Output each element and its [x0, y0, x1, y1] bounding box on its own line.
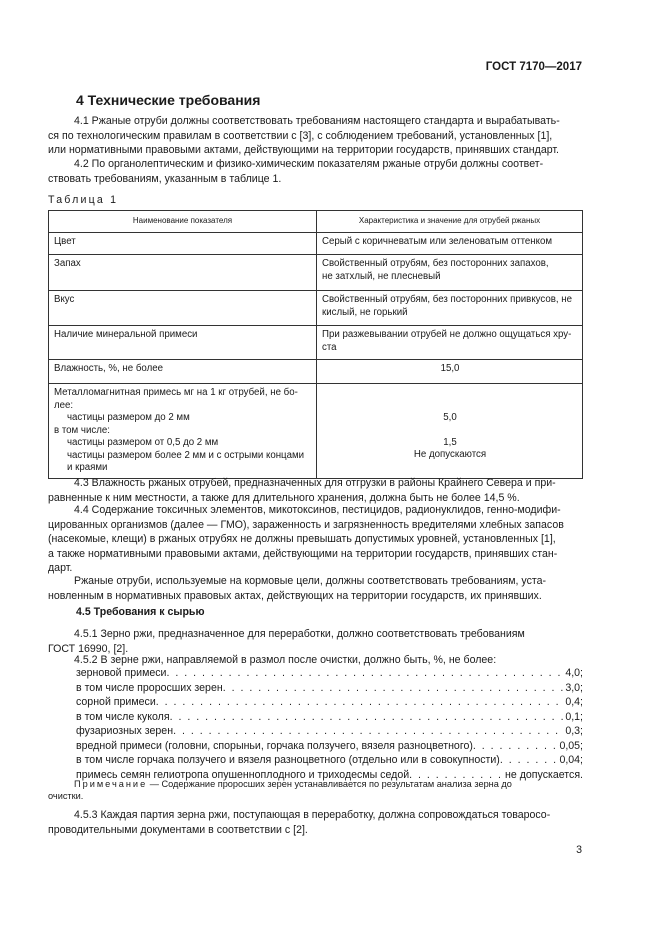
indicator-name: Вкус — [49, 291, 317, 326]
list-item — [76, 710, 583, 725]
impurity-limits-list — [76, 666, 583, 782]
text-line: ся по технологическим правилам в соответствии с [3], с соблюдением требований, установленных [1], — [48, 129, 553, 142]
text-line: (насекомые, клещи) в ржаных отрубях не должны превышать допустимых уровней, установленных [1], — [48, 533, 556, 545]
value-line: Не допускаются — [413, 449, 487, 460]
limit-label: в том числе горчака ползучего и вязеля разноцветного (отдельно или в совокупности) — [76, 754, 500, 766]
name-line: частицы размером до 2 мм — [67, 412, 190, 423]
text-line: новленным в нормативных правовых актах, действующих на территории государств, их принявших. — [48, 589, 542, 602]
indicator-name: Наличие минеральной примеси — [49, 326, 317, 360]
standard-code: ГОСТ 7170—2017 — [485, 61, 582, 73]
value-line: 5,0 — [443, 412, 457, 423]
limit-value: 0,05; — [559, 739, 583, 752]
paragraph-4-4 — [48, 503, 583, 576]
subsection-title: 4.5 Требования к сырью — [76, 606, 205, 618]
indicator-value — [317, 291, 583, 326]
list-item — [76, 695, 583, 710]
text-line: Ржаные отруби, используемые на кормовые цели, должны соответствовать требованиям, уста- — [74, 575, 547, 587]
section-title: 4 Технические требования — [76, 92, 261, 108]
table-row — [49, 255, 583, 291]
name-line: и краями — [67, 462, 108, 473]
note-label: Примечание — [74, 779, 148, 789]
list-item — [76, 666, 583, 681]
limit-value: 0,3; — [565, 725, 583, 737]
limit-value: 0,04; — [559, 754, 583, 766]
paragraph-4-2 — [48, 157, 583, 186]
indicator-value: Серый с коричневатым или зеленоватым оттенком — [317, 233, 583, 255]
text-line: 4.5.2 В зерне ржи, направляемой в размол после очистки, должно быть, %, не более: — [74, 654, 497, 666]
name-line: в том числе: — [54, 424, 110, 436]
text-line: 4.3 Влажность ржаных отрубей, предназначенных для отгрузки в районы Крайнего Севера и при- — [74, 477, 556, 489]
limit-label: примесь семян гелиотропа опушенноплодного и триходесмы седой — [76, 768, 410, 781]
leader-dots — [170, 710, 566, 725]
requirements-table — [48, 210, 583, 479]
limit-label: вредной примеси (головни, спорыньи, горчака ползучего, вязеля разноцветного) — [76, 739, 473, 752]
text-line: ГОСТ 16990, [2]. — [48, 642, 129, 655]
paragraph-4-1 — [48, 114, 583, 158]
paragraph-4-5-1 — [48, 627, 583, 656]
leader-dots — [173, 724, 565, 739]
paragraph-4-3 — [48, 476, 583, 505]
limit-label: зерновой примеси — [76, 667, 167, 679]
column-header: Характеристика и значение для отрубей ржаных — [317, 211, 583, 233]
text-line: проводительными документами в соответствии с [2]. — [48, 823, 308, 836]
indicator-name: Запах — [49, 255, 317, 291]
indicator-value: 15,0 — [317, 360, 583, 384]
list-item — [76, 724, 583, 739]
limit-label: сорной примеси — [76, 696, 156, 708]
note — [48, 778, 583, 802]
leader-dots — [473, 739, 560, 754]
indicator-value — [317, 384, 583, 479]
note-line: очистки. — [48, 791, 84, 801]
table-row — [49, 233, 583, 255]
name-line: лее: — [54, 399, 74, 411]
indicator-value — [317, 326, 583, 360]
indicator-name: Влажность, %, не более — [49, 360, 317, 384]
text-line: равненные к ним местности, а также для длительного хранения, должна быть не более 14,5 %. — [48, 491, 520, 504]
value-line: ста — [322, 341, 337, 353]
table-row — [49, 384, 583, 479]
leader-dots — [223, 681, 566, 696]
value-line: 1,5 — [443, 436, 457, 448]
limit-label: фузариозных зерен — [76, 725, 174, 737]
text-line: ствовать требованиям, указанным в таблице 1. — [48, 172, 282, 185]
page-number: 3 — [576, 844, 582, 856]
value-line: При разжевывании отрубей не должно ощущаться хру- — [322, 329, 572, 340]
list-item — [76, 739, 583, 754]
leader-dots — [500, 753, 560, 768]
text-line: 4.5.1 Зерно ржи, предназначенное для переработки, должно соответствовать требованиям — [74, 628, 525, 640]
text-line: дарт. — [48, 562, 73, 574]
note-text: — Содержание проросших зерен устанавливается по результатам анализа зерна до — [147, 779, 512, 789]
limit-value: 3,0; — [565, 681, 583, 694]
text-line: 4.4 Содержание токсичных элементов, микотоксинов, пестицидов, радионуклидов, генно-модифи- — [74, 504, 561, 516]
list-item — [76, 681, 583, 696]
value-line: Свойственный отрубям, без посторонних привкусов, не — [322, 294, 573, 305]
limit-value: 0,4; — [565, 696, 583, 708]
table-row — [49, 326, 583, 360]
limit-value: 4,0; — [565, 667, 583, 679]
table-caption: Таблица 1 — [48, 194, 119, 206]
indicator-value — [317, 255, 583, 291]
paragraph-4-5-3 — [48, 808, 583, 837]
name-line: Металломагнитная примесь мг на 1 кг отрубей, не бо- — [54, 387, 298, 398]
limit-value: не допускается. — [505, 768, 583, 781]
column-header: Наименование показателя — [49, 211, 317, 233]
limit-label: в том числе куколя — [76, 710, 170, 723]
text-line: 4.1 Ржаные отруби должны соответствовать требованиям настоящего стандарта и вырабатывать- — [74, 115, 560, 127]
indicator-name: Цвет — [49, 233, 317, 255]
paragraph-4-4-feed — [48, 574, 583, 603]
text-line: или нормативными правовыми актами, действующими на территории государств, принявших стандарт. — [48, 144, 560, 156]
leader-dots — [166, 666, 565, 681]
text-line: а также нормативными правовыми актами, действующими на территории государств, принявших стан- — [48, 547, 558, 560]
note-line — [48, 778, 583, 790]
text-line: 4.2 По органолептическим и физико-химическим показателям ржаные отруби должны соответ- — [74, 158, 544, 170]
value-line: не затхлый, не плесневый — [322, 270, 441, 282]
value-line: кислый, не горький — [322, 306, 408, 318]
text-line: цированных организмов (далее — ГМО), зараженность и загрязненность вредителями хлебных запасов — [48, 518, 564, 531]
limit-label: в том числе проросших зерен — [76, 681, 223, 694]
name-line: частицы размером более 2 мм и с острыми концами — [67, 449, 305, 461]
indicator-name — [49, 384, 317, 479]
limit-value: 0,1; — [565, 710, 583, 723]
table-header-row — [49, 211, 583, 233]
table-row — [49, 360, 583, 384]
leader-dots — [156, 695, 566, 710]
list-item — [76, 753, 583, 768]
name-line: частицы размером от 0,5 до 2 мм — [67, 437, 219, 448]
value-line: Свойственный отрубям, без посторонних запахов, — [322, 258, 549, 269]
table-row — [49, 291, 583, 326]
text-line: 4.5.3 Каждая партия зерна ржи, поступающая в переработку, должна сопровождаться товаросо- — [74, 809, 551, 821]
